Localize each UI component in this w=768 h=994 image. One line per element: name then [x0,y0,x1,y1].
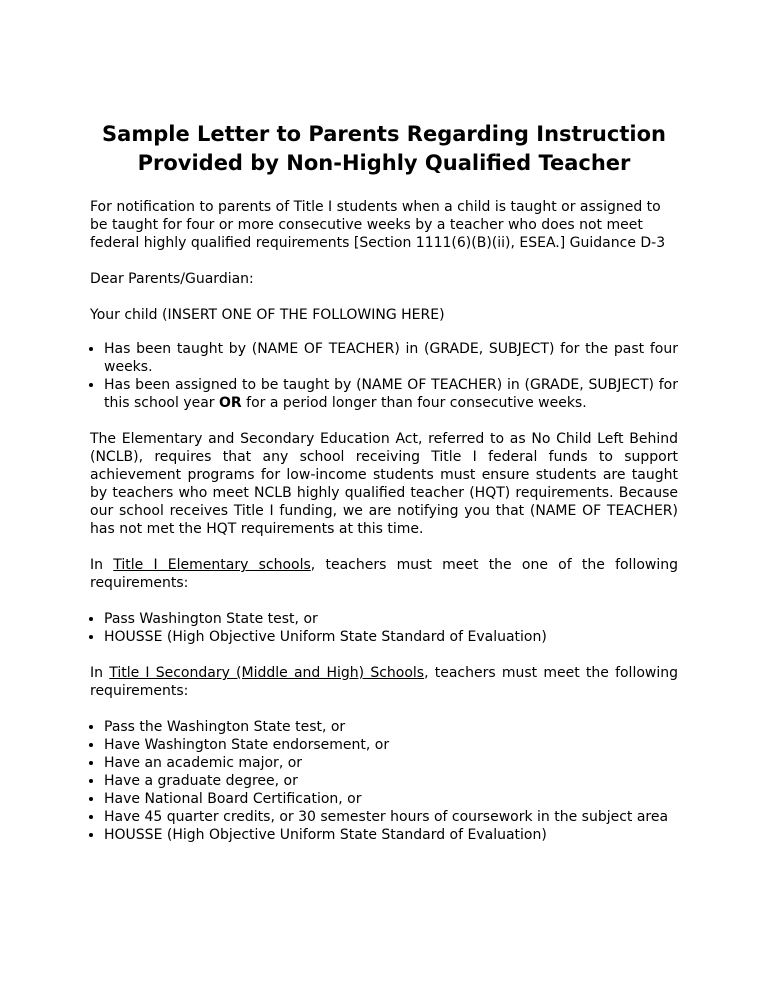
or-emphasis: OR [219,395,242,411]
secondary-requirements-intro: In Title I Secondary (Middle and High) Schools, teachers must meet the following requirements: [90,665,679,699]
list-item: • Have 45 quarter credits, or 30 semester hours of coursework in the subject area [104,808,678,826]
your-child-line: Your child (INSERT ONE OF THE FOLLOWING HERE) [90,307,445,323]
act-paragraph: The Elementary and Secondary Education Act, referred to as No Child Left Behind (NCLB), requires that any school receiving Title I federal funds to support achievement programs for low-income students must ensure students are taught by teachers who meet NCLB highly qualified teacher (HQT) requirements. Because our school receives Title I funding, we are notifying you that (NAME OF TEACHER) has not met the HQT requirements at this time. [90,431,678,537]
title-i-elementary-schools-text: Title I Elementary schools [113,557,311,573]
letter-page [90,120,678,862]
title-line-1: Sample Letter to Parents Regarding Instruction [102,122,666,146]
list-item: • Has been assigned to be taught by (NAME OF TEACHER) in (GRADE, SUBJECT) for this school year OR for a period longer than four consecutive weeks. [104,376,678,412]
intro-paragraph: For notification to parents of Title I students when a child is taught or assigned to be taught for four or more consecutive weeks by a teacher who does not meet federal highly qualified requirements [Section 1111(6)(B)(ii), ESEA.] Guidance D-3 [90,199,666,251]
child-options-list [90,340,678,412]
elementary-requirements-list [90,610,678,646]
elementary-requirements-intro: In Title I Elementary schools, teachers must meet the one of the following requirements: [90,557,679,591]
salutation: Dear Parents/Guardian: [90,271,254,287]
list-item: • Pass the Washington State test, or [104,718,678,736]
list-item: • Have National Board Certification, or [104,790,678,808]
list-item: • Have Washington State endorsement, or [104,736,678,754]
list-item: • HOUSSE (High Objective Uniform State Standard of Evaluation) [104,826,678,844]
list-item: • Have a graduate degree, or [104,772,678,790]
list-item: • Pass Washington State test, or [104,610,678,628]
list-item: • HOUSSE (High Objective Uniform State Standard of Evaluation) [104,628,678,646]
secondary-requirements-list [90,718,678,844]
list-item: • Have an academic major, or [104,754,678,772]
letter-title [90,120,678,178]
title-i-secondary-schools-text: Title I Secondary (Middle and High) Schools [109,665,425,681]
title-line-2: Provided by Non-Highly Qualified Teacher [137,151,631,175]
list-item: • Has been taught by (NAME OF TEACHER) in (GRADE, SUBJECT) for the past four weeks. [104,340,678,376]
